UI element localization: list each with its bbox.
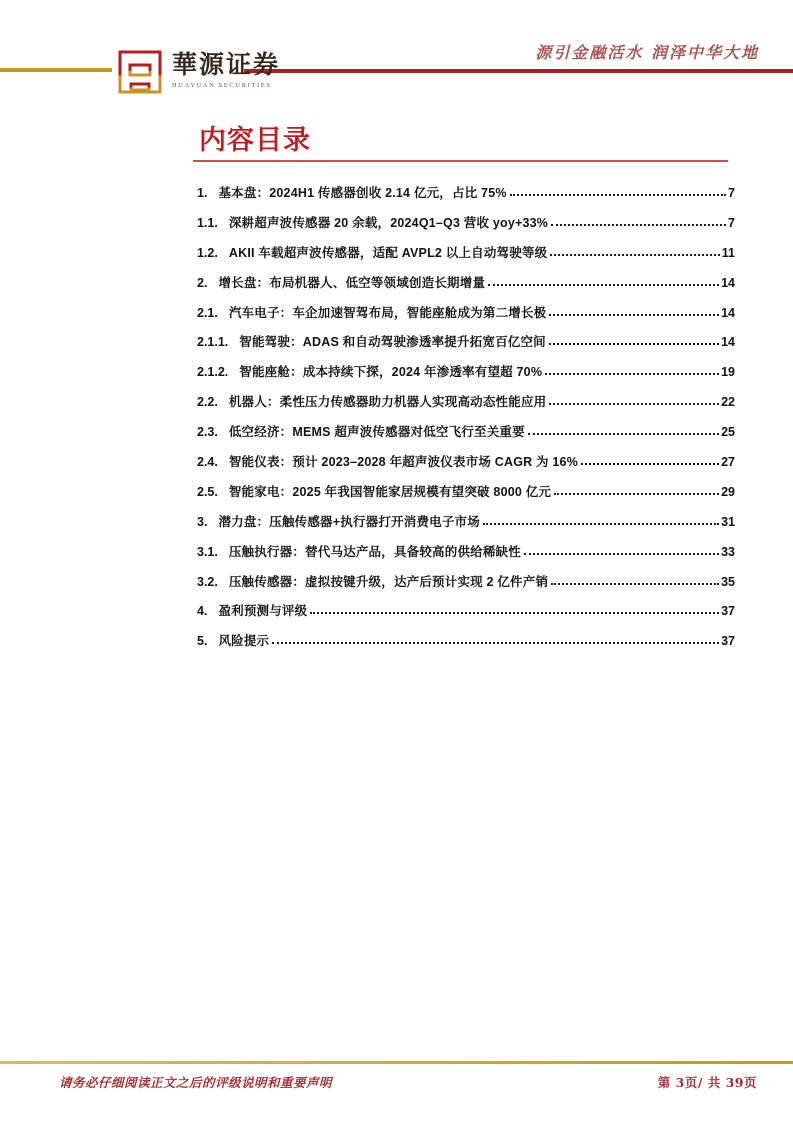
toc-entry-label: 深耕超声波传感器 20 余载，2024Q1–Q3 营收 yoy+33% (228, 215, 549, 230)
header-red-rule (244, 69, 793, 73)
toc-entry[interactable] (197, 388, 735, 418)
toc-dot-leader (554, 493, 719, 495)
toc-entry-label: 压触传感器：虚拟按键升级，达产后预计实现 2 亿件产销 (228, 574, 549, 589)
toc-entry-number: 1.1. (197, 215, 218, 230)
footer-page-indicator: 第 3页/ 共 39页 (657, 1075, 757, 1090)
toc-entry[interactable] (197, 418, 735, 448)
toc-entry-number: 2.2. (197, 395, 218, 410)
toc-entry-number: 2.1.1. (197, 335, 229, 350)
logo-text (172, 52, 280, 89)
toc-entry[interactable] (197, 358, 735, 388)
toc-entry-page-number: 37 (721, 634, 735, 649)
toc-entry-label: 风险提示 (218, 634, 270, 649)
toc-entry-number: 1. (197, 186, 208, 200)
toc-entry[interactable] (197, 328, 735, 358)
toc-entry-page-number: 14 (721, 305, 735, 320)
huayuan-seal-icon (118, 50, 162, 94)
toc-entry-number: 2.1.2. (197, 365, 229, 380)
toc-entry-label: 压触执行器：替代马达产品，具备较高的供给稀缺性 (228, 544, 521, 559)
toc-entry-label: 智能座舱：成本持续下探，2024 年渗透率有望超 70% (239, 365, 543, 380)
toc-dot-leader (550, 254, 719, 256)
toc-dot-leader (488, 284, 719, 286)
footer-disclaimer: 请务必仔细阅读正文之后的评级说明和重要声明 (59, 1075, 333, 1090)
toc-entry-page-number: 7 (728, 186, 735, 200)
toc-entry[interactable] (197, 568, 735, 598)
huayuan-logo (118, 50, 280, 94)
header-slogan: 源引金融活水 润泽中华大地 (535, 43, 759, 62)
toc-entry-number: 5. (197, 634, 208, 649)
logo-name-cn: 華源证券 (172, 50, 281, 79)
toc-entry-number: 2.3. (197, 425, 218, 440)
toc-entry-page-number: 22 (721, 395, 735, 410)
toc-dot-leader (528, 433, 719, 435)
toc-dot-leader (581, 463, 719, 465)
toc-entry-page-number: 37 (721, 604, 735, 619)
toc-dot-leader (510, 194, 726, 196)
toc-entry-page-number: 29 (721, 484, 735, 499)
toc-entry-number: 4. (197, 604, 208, 619)
footer-gold-rule (0, 1061, 793, 1064)
toc-entry-page-number: 25 (721, 425, 735, 440)
toc-entry-page-number: 14 (721, 275, 735, 290)
toc-entry-number: 2.5. (197, 484, 218, 499)
toc-entry[interactable] (197, 597, 735, 627)
toc-entry-number: 3.1. (197, 544, 218, 559)
toc-dot-leader (549, 343, 719, 345)
toc-entry-page-number: 14 (721, 335, 735, 350)
toc-entry-label: 智能驾驶：ADAS 和自动驾驶渗透率提升拓宽百亿空间 (239, 335, 546, 350)
toc-dot-leader (483, 523, 719, 525)
header-gold-rule (0, 68, 112, 72)
toc-dot-leader (310, 612, 719, 614)
toc-entry-label: 潜力盘：压触传感器+执行器打开消费电子市场 (218, 514, 480, 529)
toc-entry[interactable] (197, 627, 735, 657)
toc-entry[interactable] (197, 538, 735, 568)
toc-entry-page-number: 31 (721, 514, 735, 529)
toc-entry-label: 智能家电：2025 年我国智能家居规模有望突破 8000 亿元 (228, 484, 552, 499)
toc-entry-label: AKII 车载超声波传感器，适配 AVPL2 以上自动驾驶等级 (228, 245, 548, 260)
toc-dot-leader (545, 373, 719, 375)
toc-entry[interactable] (197, 239, 735, 269)
toc-entry[interactable] (197, 209, 735, 239)
toc-entry-page-number: 33 (721, 544, 735, 559)
toc-entry-label: 增长盘：布局机器人、低空等领域创造长期增量 (218, 275, 486, 290)
toc-entry-page-number: 35 (721, 574, 735, 589)
toc-entry[interactable] (197, 269, 735, 299)
toc-entry[interactable] (197, 508, 735, 538)
toc-entry-label: 基本盘：2024H1 传感器创收 2.14 亿元，占比 75% (218, 186, 507, 200)
toc-entry-page-number: 27 (721, 455, 735, 470)
toc-dot-leader (524, 553, 719, 555)
toc-entry-number: 2.4. (197, 455, 218, 470)
logo-name-en: HUAYUAN SECURITIES (172, 82, 272, 89)
toc-entry-number: 3. (197, 514, 208, 529)
toc-entry-label: 盈利预测与评级 (218, 604, 308, 619)
toc-entry-page-number: 11 (721, 245, 735, 260)
toc-entry-page-number: 19 (721, 365, 735, 380)
toc-entry-page-number: 7 (728, 215, 735, 230)
toc-dot-leader (551, 583, 719, 585)
toc-entry-number: 3.2. (197, 574, 218, 589)
toc-entry-label: 低空经济：MEMS 超声波传感器对低空飞行至关重要 (228, 425, 525, 440)
toc-entry-number: 2. (197, 275, 208, 290)
toc-entry-label: 智能仪表：预计 2023–2028 年超声波仪表市场 CAGR 为 16% (228, 455, 579, 470)
toc-dot-leader (551, 224, 726, 226)
toc-entry-number: 2.1. (197, 305, 218, 320)
toc-entry[interactable] (197, 179, 735, 209)
toc-title: 内容目录 (199, 125, 311, 155)
toc-entry-label: 机器人：柔性压力传感器助力机器人实现高动态性能应用 (228, 395, 547, 410)
toc-dot-leader (549, 403, 719, 405)
toc-dot-leader (549, 314, 719, 316)
toc-entry[interactable] (197, 448, 735, 478)
toc-entry-label: 汽车电子：车企加速智驾布局，智能座舱成为第二增长极 (228, 305, 547, 320)
toc-entry-number: 1.2. (197, 245, 218, 260)
toc-title-rule (193, 160, 728, 162)
toc-entry[interactable] (197, 478, 735, 508)
toc-entry[interactable] (197, 299, 735, 329)
table-of-contents (197, 179, 735, 657)
toc-dot-leader (272, 642, 719, 644)
